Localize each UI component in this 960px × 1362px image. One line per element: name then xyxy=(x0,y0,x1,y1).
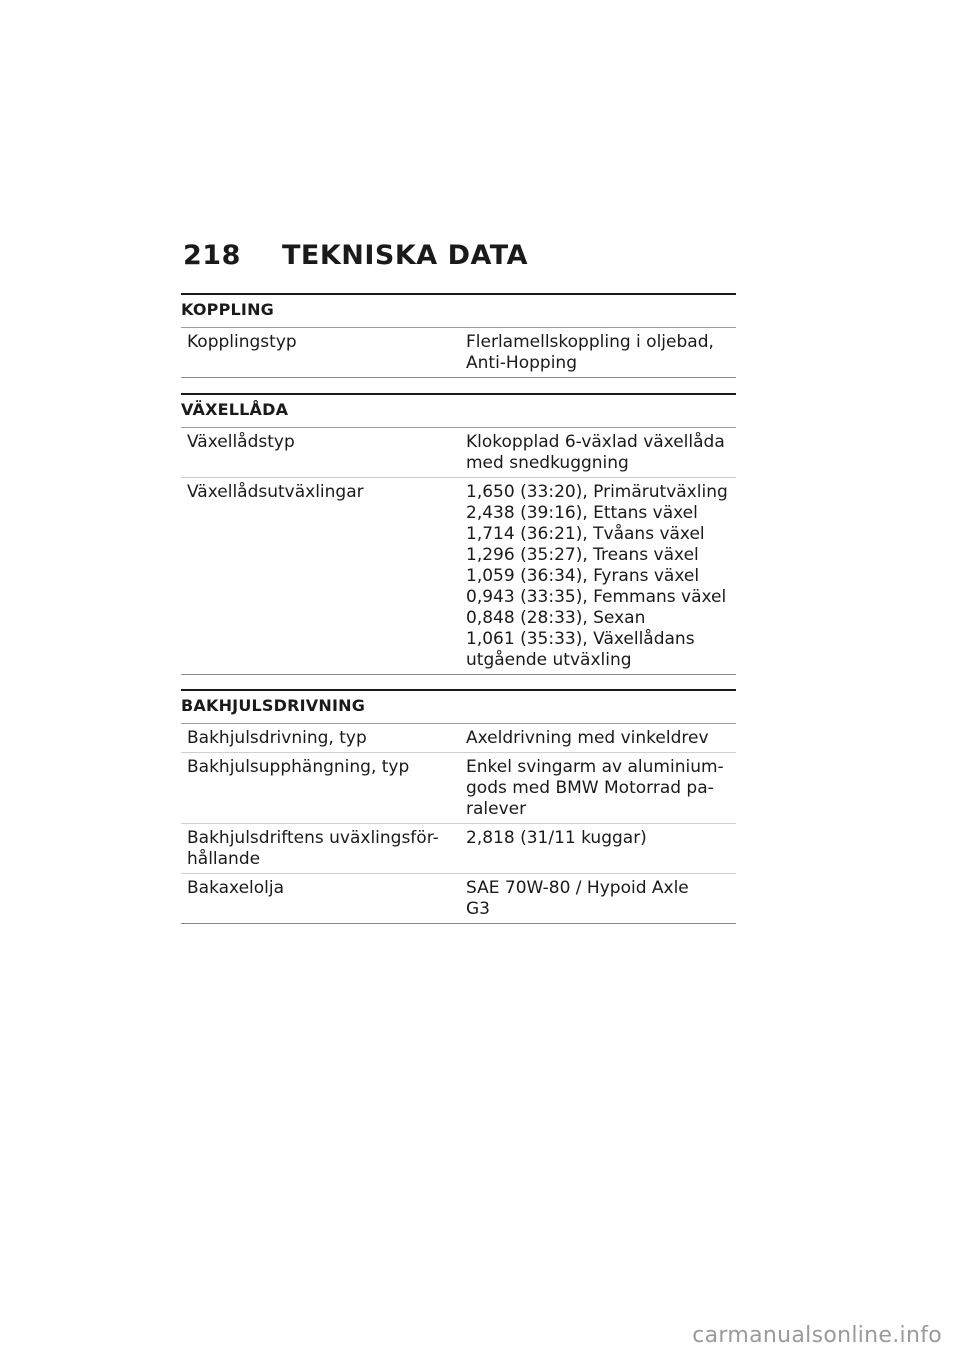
value-line: 0,848 (28:33), Sexan xyxy=(466,608,646,628)
value-line: 1,059 (36:34), Fyrans växel xyxy=(466,566,700,586)
spec-label xyxy=(181,878,459,920)
spec-value xyxy=(459,828,736,870)
spec-value xyxy=(459,878,736,920)
table-row xyxy=(181,428,736,478)
spec-label xyxy=(181,728,459,749)
section-title: KOPPLING xyxy=(181,293,736,327)
section-koppling xyxy=(181,293,736,378)
table-row xyxy=(181,478,736,675)
spec-label xyxy=(181,757,459,820)
section-title: BAKHJULSDRIVNING xyxy=(181,689,736,723)
value-line: 1,714 (36:21), Tvåans växel xyxy=(466,524,705,544)
value-line: ralever xyxy=(466,799,527,819)
value-line: gods med BMW Motorrad pa- xyxy=(466,778,714,798)
label-line: Bakhjulsdriftens uväxlingsför- xyxy=(187,828,439,848)
label-line: Bakhjulsupphängning, typ xyxy=(187,757,410,777)
label-line: Växellådsutväxlingar xyxy=(187,482,364,502)
value-line: 1,296 (35:27), Treans växel xyxy=(466,545,699,565)
spec-value xyxy=(459,332,736,374)
label-line: Bakhjulsdrivning, typ xyxy=(187,728,367,748)
table-row xyxy=(181,328,736,378)
section-bakhjulsdrivning xyxy=(181,689,736,924)
spec-label xyxy=(181,482,459,671)
spec-value xyxy=(459,482,736,671)
table-row xyxy=(181,724,736,753)
spec-value xyxy=(459,757,736,820)
value-line: 2,818 (31/11 kuggar) xyxy=(466,828,647,848)
spec-label xyxy=(181,332,459,374)
value-line: G3 xyxy=(466,899,490,919)
page-title: TEKNISKA DATA xyxy=(282,240,529,271)
value-line: 2,438 (39:16), Ettans växel xyxy=(466,503,698,523)
value-line: 1,650 (33:20), Primärutväxling xyxy=(466,482,728,502)
value-line: SAE 70W-80 / Hypoid Axle xyxy=(466,878,689,898)
spec-table xyxy=(181,427,736,675)
value-line: Klokopplad 6-växlad växellåda xyxy=(466,432,725,452)
label-line: hållande xyxy=(187,849,261,869)
spec-label xyxy=(181,432,459,474)
watermark: carmanualsonline.info xyxy=(692,1323,942,1348)
spec-table xyxy=(181,723,736,924)
page-number: 218 xyxy=(183,240,241,271)
value-line: Enkel svingarm av aluminium- xyxy=(466,757,724,777)
spec-label xyxy=(181,828,459,870)
section-vaxellada xyxy=(181,393,736,675)
label-line: Kopplingstyp xyxy=(187,332,297,352)
table-row xyxy=(181,874,736,924)
value-line: Flerlamellskoppling i oljebad, xyxy=(466,332,714,352)
value-line: 1,061 (35:33), Växellådans xyxy=(466,629,695,649)
table-row xyxy=(181,753,736,824)
value-line: med snedkuggning xyxy=(466,453,629,473)
table-row xyxy=(181,824,736,874)
label-line: Växellådstyp xyxy=(187,432,295,452)
spec-value xyxy=(459,432,736,474)
value-line: 0,943 (33:35), Femmans växel xyxy=(466,587,727,607)
value-line: Anti-Hopping xyxy=(466,353,577,373)
section-title: VÄXELLÅDA xyxy=(181,393,736,427)
spec-table xyxy=(181,327,736,378)
value-line: utgående utväxling xyxy=(466,650,632,670)
page-header xyxy=(183,240,743,280)
spec-value xyxy=(459,728,736,749)
value-line: Axeldrivning med vinkeldrev xyxy=(466,728,709,748)
label-line: Bakaxelolja xyxy=(187,878,285,898)
